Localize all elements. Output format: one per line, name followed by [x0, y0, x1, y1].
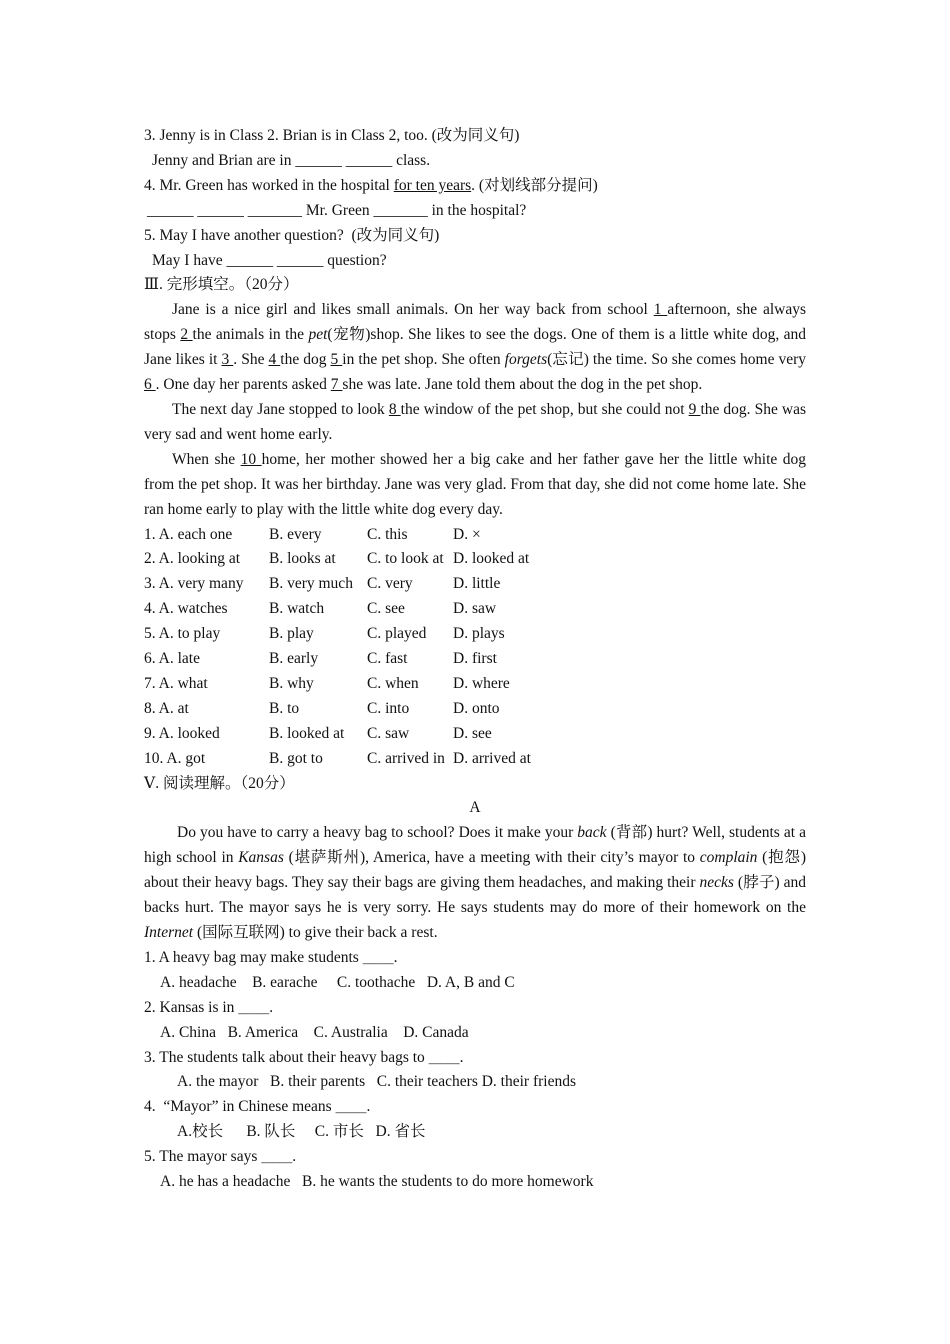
- cloze-option: 1. A. each one: [144, 525, 233, 543]
- paragraph-text: . She: [233, 351, 269, 369]
- cloze-option-row: [144, 722, 806, 747]
- cloze-option: C. played: [367, 625, 427, 643]
- cloze-option: D. onto: [453, 699, 500, 717]
- reading-passage: [144, 821, 806, 946]
- cloze-option: B. play: [269, 625, 314, 643]
- cloze-option: D. ×: [453, 525, 481, 543]
- paragraph-text: When she: [172, 450, 241, 468]
- cloze-option: B. looks at: [269, 550, 336, 568]
- rewrite-q5: 5. May I have another question? (改为同义句): [144, 226, 440, 244]
- cloze-option: 4. A. watches: [144, 600, 228, 618]
- rewrite-q5-answer: May I have ______ ______ question?: [152, 251, 387, 269]
- reading-question: 5. The mayor says ＿＿.: [144, 1148, 297, 1166]
- reading-question-options: A. the mayor B. their parents C. their teachers D. their friends: [177, 1073, 577, 1091]
- cloze-option: C. see: [367, 600, 405, 618]
- paragraph-text: (国际互联网) to give their back a rest.: [193, 924, 438, 941]
- cloze-option: 5. A. to play: [144, 625, 221, 643]
- cloze-option: B. watch: [269, 600, 325, 618]
- cloze-option-row: [144, 572, 806, 597]
- rewrite-q4-post: . (对划线部分提问): [471, 176, 598, 194]
- cloze-paragraph-1: [144, 298, 806, 398]
- cloze-option: 8. A. at: [144, 699, 189, 717]
- page-content: [144, 124, 806, 1195]
- cloze-option: C. this: [367, 525, 408, 543]
- cloze-option: D. arrived at: [453, 749, 531, 767]
- reading-question: 1. A heavy bag may make students ＿＿.: [144, 948, 398, 966]
- cloze-option: B. every: [269, 525, 322, 543]
- blank-number: 6: [144, 376, 156, 394]
- blank-number: 3: [221, 351, 234, 369]
- italic-term: necks: [699, 874, 734, 892]
- reading-question-options: A.校长 B. 队长 C. 市长 D. 省长: [177, 1123, 426, 1141]
- paragraph-text: afternoon, she always stops: [144, 301, 806, 344]
- reading-question: 2. Kansas is in ＿＿.: [144, 998, 274, 1016]
- passage-label: A: [469, 799, 481, 817]
- cloze-option: B. early: [269, 650, 319, 668]
- reading-question: 3. The students talk about their heavy bags to ＿＿.: [144, 1048, 464, 1066]
- cloze-paragraph-2: [144, 398, 806, 448]
- cloze-option: 10. A. got: [144, 749, 206, 767]
- cloze-option: B. very much: [269, 575, 353, 593]
- paragraph-text: Do you have to carry a heavy bag to school? Does it make your: [177, 824, 578, 842]
- cloze-option: D. saw: [453, 600, 497, 618]
- cloze-option: D. first: [453, 650, 497, 668]
- reading-heading: Ⅴ. 阅读理解。（20分）: [144, 774, 295, 792]
- paragraph-text: (脖子) and backs hurt. The mayor says he is very sorry. He says students may do more of their homework on the: [144, 874, 807, 917]
- cloze-option: D. looked at: [453, 550, 530, 568]
- paragraph-text: she was late. Jane told them about the dog in the pet shop.: [342, 376, 703, 394]
- cloze-option: D. see: [453, 724, 492, 742]
- blank-number: 7: [330, 376, 343, 394]
- cloze-option: B. to: [269, 699, 300, 717]
- reading-question-options: A. he has a headache B. he wants the students to do more homework: [160, 1173, 594, 1191]
- paragraph-text: Jane is a nice girl and likes small animals. On her way back from school: [172, 301, 654, 319]
- cloze-option: D. plays: [453, 625, 505, 643]
- cloze-option: 6. A. late: [144, 650, 200, 668]
- cloze-option: D. little: [453, 575, 501, 593]
- rewrite-q3: 3. Jenny is in Class 2. Brian is in Class 2, too. (改为同义句): [144, 127, 520, 144]
- cloze-option: 3. A. very many: [144, 575, 244, 593]
- paragraph-text: the dog. She was very sad and went home early.: [144, 400, 807, 443]
- blank-number: 8: [388, 400, 401, 418]
- blank-number: 4: [268, 351, 281, 369]
- cloze-option: C. into: [367, 699, 410, 717]
- rewrite-q3-answer: Jenny and Brian are in ______ ______ class.: [152, 151, 431, 169]
- paragraph-text: (抱怨) about their heavy bags. They say their bags are giving them headaches, and making their: [144, 849, 806, 892]
- rewrite-q4-underlined: for ten years: [393, 176, 472, 194]
- reading-question: 4. “Mayor” in Chinese means ＿＿.: [144, 1098, 371, 1116]
- blank-number: 1: [653, 301, 668, 319]
- italic-term: forgets: [504, 351, 548, 369]
- paragraph-text: in the pet shop. She often: [342, 351, 505, 369]
- reading-questions: [144, 946, 806, 1195]
- paragraph-text: the window of the pet shop, but she could not: [400, 400, 689, 418]
- cloze-options: [144, 523, 806, 772]
- rewrite-q4: [144, 174, 806, 199]
- paragraph-text: (宠物)shop. She likes to see the dogs. One of them is a little white dog, and Jane likes it: [144, 326, 807, 369]
- cloze-option: B. looked at: [269, 724, 345, 742]
- rewrite-q4-answer: ______ ______ _______ Mr. Green _______ in the hospital?: [147, 201, 527, 219]
- italic-term: Internet: [144, 924, 194, 941]
- blank-number: 10: [240, 450, 262, 468]
- italic-term: complain: [699, 849, 758, 867]
- cloze-option: C. arrived in: [367, 749, 445, 767]
- italic-term: Kansas: [238, 849, 284, 867]
- paragraph-text: the dog: [280, 351, 331, 369]
- cloze-option-row: [144, 547, 806, 572]
- paragraph-text: The next day Jane stopped to look: [172, 400, 389, 418]
- paragraph-text: (背部) hurt? Well, students at a high school in: [144, 824, 806, 867]
- cloze-option: B. why: [269, 674, 314, 692]
- paragraph-text: (忘记) the time. So she comes home very: [547, 351, 807, 369]
- cloze-option: 2. A. looking at: [144, 550, 241, 568]
- italic-term: pet: [308, 326, 328, 344]
- cloze-option-row: [144, 747, 806, 772]
- paragraph-text: . One day her parents asked: [155, 376, 331, 394]
- cloze-option: B. got to: [269, 749, 323, 767]
- cloze-option: C. fast: [367, 650, 408, 668]
- cloze-option-row: [144, 647, 806, 672]
- cloze-option-row: [144, 597, 806, 622]
- cloze-option-row: [144, 697, 806, 722]
- cloze-option-row: [144, 672, 806, 697]
- cloze-option: 7. A. what: [144, 674, 208, 692]
- paragraph-text: the animals in the: [192, 326, 309, 344]
- cloze-option: C. saw: [367, 724, 410, 742]
- cloze-option: C. when: [367, 674, 419, 692]
- italic-term: back: [577, 824, 607, 842]
- cloze-option-row: [144, 523, 806, 548]
- paragraph-text: home, her mother showed her a big cake and her father gave her the little white dog from the pet shop. It was her birthday. Jane was very glad. From that day, she did not come home late. She ran home early to play with the little white dog every day.: [144, 450, 806, 518]
- cloze-option: 9. A. looked: [144, 724, 220, 742]
- cloze-option: C. very: [367, 575, 413, 593]
- blank-number: 2: [180, 326, 193, 344]
- reading-question-options: A. headache B. earache C. toothache D. A, B and C: [160, 973, 515, 991]
- blank-number: 5: [330, 351, 343, 369]
- paragraph-text: (堪萨斯州), America, have a meeting with their city’s mayor to: [283, 849, 700, 867]
- rewrite-q4-pre: 4. Mr. Green has worked in the hospital: [144, 176, 394, 194]
- cloze-paragraph-3: [144, 448, 806, 523]
- cloze-option: C. to look at: [367, 550, 444, 568]
- reading-question-options: A. China B. America C. Australia D. Canada: [160, 1023, 469, 1041]
- cloze-option-row: [144, 622, 806, 647]
- blank-number: 9: [688, 400, 701, 418]
- cloze-heading: Ⅲ. 完形填空。（20分）: [144, 276, 299, 294]
- cloze-option: D. where: [453, 674, 510, 692]
